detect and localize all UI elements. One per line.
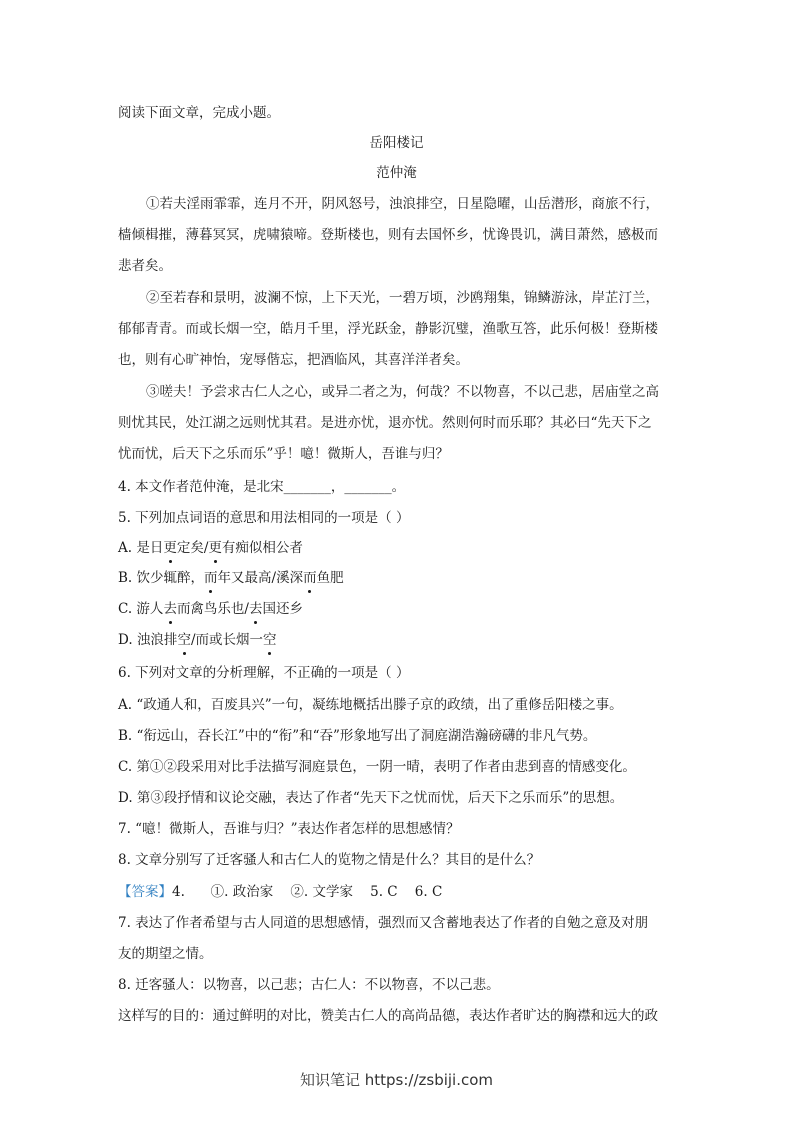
question-7: 7. “噫！微斯人，吾谁与归？”表达作者怎样的思想感情？ bbox=[118, 821, 460, 837]
answer-tag: 【答案】 bbox=[118, 884, 172, 900]
question-6-option-b: B. “衔远山，吞长江”中的“衔”和“吞”形象地写出了洞庭湖浩瀚磅礴的非凡气势。 bbox=[118, 728, 597, 744]
question-8: 8. 文章分别写了迁客骚人和古仁人的览物之情是什么？其目的是什么？ bbox=[118, 852, 541, 868]
passage-p2-line2: 郁郁青青。而或长烟一空，皓月千里，浮光跃金，静影沉璧，渔歌互答，此乐何极！登斯楼 bbox=[118, 321, 658, 337]
passage-p1-line1: ①若夫淫雨霏霏，连月不开，阴风怒号，浊浪排空，日星隐曜，山岳潜形，商旅不行， bbox=[146, 196, 659, 212]
answer-7-line1: 7. 表达了作者希望与古人同道的思想感情，强烈而又含蓄地表达了作者的自勉之意及对朋 bbox=[118, 915, 649, 931]
passage-p1-line2: 樯倾楫摧，薄暮冥冥，虎啸猿啼。登斯楼也，则有去国怀乡，忧谗畏讥，满目萧然，感极而 bbox=[118, 227, 658, 243]
answer-7-line2: 友的期望之情。 bbox=[118, 946, 213, 962]
question-6-option-c: C. 第①②段采用对比手法描写洞庭景色，一阴一晴，表明了作者由悲到喜的情感变化。 bbox=[118, 759, 636, 775]
passage-p3-line3: 忧而忧，后天下之乐而乐”乎！噫！微斯人，吾谁与归？ bbox=[118, 446, 449, 462]
question-4: 4. 本文作者范仲淹，是北宋_______，_______。 bbox=[118, 479, 406, 495]
passage-title: 岳阳楼记 bbox=[369, 135, 424, 151]
question-5-option-a: A. 是日更定矣/更有痴似相公者 bbox=[118, 540, 303, 556]
passage-p3-line1: ③嗟夫！予尝求古仁人之心，或异二者之为，何哉？不以物喜，不以己悲，居庙堂之高 bbox=[146, 384, 659, 400]
answer-summary: 4. ①. 政治家 ②. 文学家 5. C 6. C bbox=[172, 884, 443, 900]
passage-p1-line3: 悲者矣。 bbox=[118, 258, 172, 274]
question-5-option-d: D. 浊浪排空/而或长烟一空 bbox=[118, 632, 277, 648]
question-6-stem: 6. 下列对文章的分析理解，不正确的一项是（ ） bbox=[118, 665, 410, 681]
answer-8: 8. 迁客骚人：以物喜，以己悲；古仁人：不以物喜，不以己悲。 bbox=[118, 977, 500, 993]
question-5-stem: 5. 下列加点词语的意思和用法相同的一项是（ ） bbox=[118, 510, 410, 526]
question-6-option-a: A. “政通人和，百废具兴”一句，凝练地概括出滕子京的政绩，出了重修岳阳楼之事。 bbox=[118, 697, 623, 713]
answer-line bbox=[118, 882, 678, 902]
question-5-option-c: C. 游人去而禽鸟乐也/去国还乡 bbox=[118, 601, 303, 617]
answer-8-purpose: 这样写的目的：通过鲜明的对比，赞美古仁人的高尚品德，表达作者旷达的胸襟和远大的政 bbox=[118, 1008, 658, 1024]
intro-text: 阅读下面文章，完成小题。 bbox=[118, 105, 280, 121]
passage-p3-line2: 则忧其民，处江湖之远则忧其君。是进亦忧，退亦忧。然则何时而乐耶？其必曰“先天下之 bbox=[118, 415, 652, 431]
passage-author: 范仲淹 bbox=[376, 165, 417, 181]
passage-p2-line1: ②至若春和景明，波澜不惊，上下天光，一碧万顷，沙鸥翔集，锦鳞游泳，岸芷汀兰， bbox=[146, 290, 659, 306]
footer-watermark: 知识笔记 https://zsbiji.com bbox=[299, 1071, 494, 1089]
passage-p2-line3: 也，则有心旷神怡，宠辱偕忘，把酒临风，其喜洋洋者矣。 bbox=[118, 352, 469, 368]
question-5-option-b: B. 饮少辄醉，而年又最高/溪深而鱼肥 bbox=[118, 570, 344, 586]
question-6-option-d: D. 第③段抒情和议论交融，表达了作者“先天下之忧而忧，后天下之乐而乐”的思想。 bbox=[118, 790, 624, 806]
